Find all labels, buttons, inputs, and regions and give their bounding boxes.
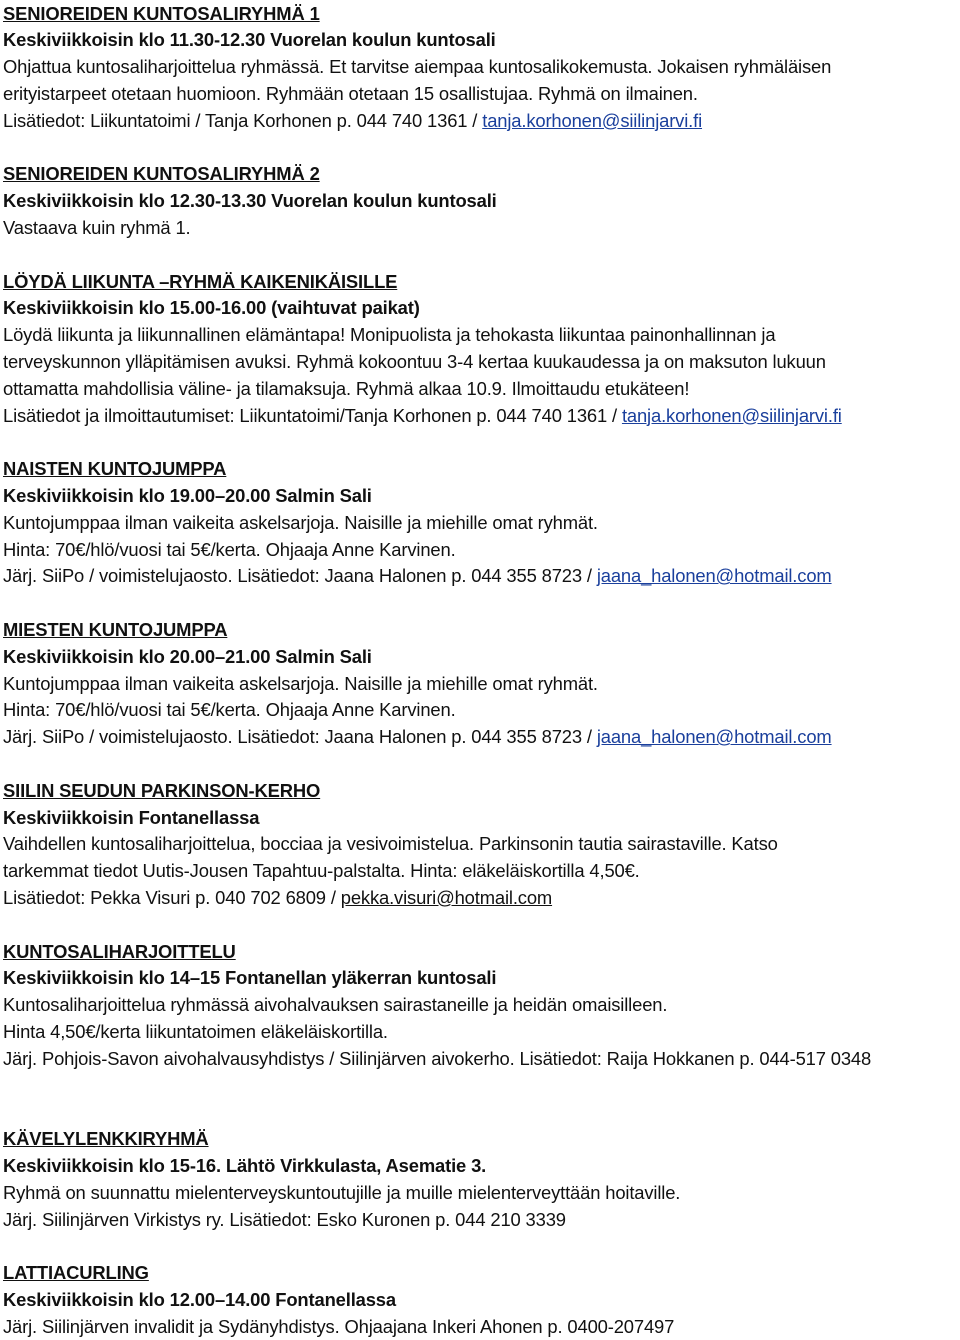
body-text-line-text: Järj. SiiPo / voimistelujaosto. Lisätiedot: Jaana Halonen p. 044 355 8723 /	[3, 565, 597, 587]
body-text-line	[3, 831, 778, 858]
body-text-line	[3, 992, 667, 1019]
section-schedule-text: Keskiviikkoisin Fontanellassa	[3, 806, 260, 828]
section-title	[3, 778, 320, 805]
body-text-line-text: Järj. SiiPo / voimistelujaosto. Lisätiedot: Jaana Halonen p. 044 355 8723 /	[3, 726, 597, 748]
section-title-text: SIILIN SEUDUN PARKINSON-KERHO	[3, 779, 321, 801]
section-schedule	[3, 805, 259, 832]
section-schedule	[3, 27, 496, 54]
body-text-line-text: Kuntojumppaa ilman vaikeita askelsarjoja. Naisille ja miehille omat ryhmät.	[3, 511, 598, 533]
body-text-line	[3, 1207, 566, 1234]
body-text-line	[3, 1046, 871, 1073]
section-title	[3, 1260, 149, 1287]
section-title	[3, 456, 226, 483]
section-title-text: LÖYDÄ LIIKUNTA –RYHMÄ KAIKENIKÄISILLE	[3, 270, 398, 292]
body-text-line-text: Ryhmä on suunnattu mielenterveyskuntoutujille ja muille mielenterveyttään hoitaville.	[3, 1181, 681, 1203]
body-text-line-text: Lisätiedot: Liikuntatoimi / Tanja Korhonen p. 044 740 1361 /	[3, 109, 483, 131]
body-text-line	[3, 563, 832, 590]
section-schedule	[3, 188, 497, 215]
section-title	[3, 1126, 209, 1153]
body-text-line	[3, 885, 552, 912]
body-text-line-text: Lisätiedot ja ilmoittautumiset: Liikuntatoimi/Tanja Korhonen p. 044 740 1361 /	[3, 404, 622, 426]
body-text-line	[3, 697, 456, 724]
body-text-line-text: Vastaava kuin ryhmä 1.	[3, 216, 191, 238]
body-text-line	[3, 81, 698, 108]
section-schedule	[3, 965, 496, 992]
body-text-line	[3, 1314, 674, 1340]
section-schedule-text: Keskiviikkoisin klo 19.00–20.00 Salmin Sali	[3, 484, 372, 506]
section-title	[3, 1, 320, 28]
section-title-text: NAISTEN KUNTOJUMPPA	[3, 458, 227, 480]
section-schedule-text: Keskiviikkoisin klo 15.00-16.00 (vaihtuvat paikat)	[3, 297, 420, 319]
body-text-line	[3, 215, 191, 242]
email-link[interactable]: jaana_halonen@hotmail.com	[596, 565, 832, 587]
section-title-text: SENIOREIDEN KUNTOSALIRYHMÄ 1	[3, 2, 320, 24]
body-text-line-text: Lisätiedot: Pekka Visuri p. 040 702 6809 /	[3, 886, 341, 908]
section-schedule-text: Keskiviikkoisin klo 14–15 Fontanellan yläkerran kuntosali	[3, 967, 497, 989]
section-schedule-text: Keskiviikkoisin klo 12.30-13.30 Vuorelan koulun kuntosali	[3, 190, 497, 212]
body-text-line-text: Järj. Siilinjärven invalidit ja Sydänyhdistys. Ohjaajana Inkeri Ahonen p. 0400-207497	[3, 1315, 675, 1337]
body-text-line-text: Hinta: 70€/hlö/vuosi tai 5€/kerta. Ohjaaja Anne Karvinen.	[3, 699, 456, 721]
body-text-line	[3, 54, 831, 81]
section-schedule-text: Keskiviikkoisin klo 15-16. Lähtö Virkkulasta, Asematie 3.	[3, 1154, 487, 1176]
section-title-text: KÄVELYLENKKIRYHMÄ	[3, 1128, 209, 1150]
body-text-line-text: ottamatta mahdollisia väline- ja tilamaksuja. Ryhmä alkaa 10.9. Ilmoittaudu etukäteen!	[3, 377, 690, 399]
body-text-line-text: Löydä liikunta ja liikunnallinen elämäntapa! Monipuolista ja tehokasta liikuntaa painonhallinnan ja	[3, 324, 776, 346]
email-link[interactable]: tanja.korhonen@siilinjarvi.fi	[482, 109, 703, 131]
body-text-line-text: Ohjattua kuntosaliharjoittelua ryhmässä. Et tarvitse aiempaa kuntosalikokemusta. Jokaisen ryhmäläisen	[3, 56, 832, 78]
section-schedule	[3, 483, 372, 510]
section-title-text: LATTIACURLING	[3, 1262, 149, 1284]
section-title	[3, 939, 236, 966]
body-text-line	[3, 1019, 388, 1046]
section-schedule	[3, 1153, 486, 1180]
body-text-line-text: Kuntojumppaa ilman vaikeita askelsarjoja. Naisille ja miehille omat ryhmät.	[3, 672, 598, 694]
body-text-line	[3, 403, 842, 430]
section-title-text: KUNTOSALIHARJOITTELU	[3, 940, 236, 962]
body-text-line-text: Vaihdellen kuntosaliharjoittelua, bocciaa ja vesivoimistelua. Parkinsonin tautia sairastaville. Katso	[3, 833, 778, 855]
body-text-line	[3, 108, 702, 135]
section-schedule-text: Keskiviikkoisin klo 11.30-12.30 Vuorelan koulun kuntosali	[3, 29, 496, 51]
section-title-text: SENIOREIDEN KUNTOSALIRYHMÄ 2	[3, 163, 320, 185]
section-schedule	[3, 1287, 396, 1314]
body-text-line	[3, 671, 598, 698]
section-title	[3, 161, 320, 188]
body-text-line	[3, 322, 775, 349]
email-link[interactable]: pekka.visuri@hotmail.com	[340, 886, 553, 908]
body-text-line-text: Järj. Pohjois-Savon aivohalvausyhdistys / Siilinjärven aivokerho. Lisätiedot: Raija Hokkanen p. 044-517 0348	[3, 1047, 872, 1069]
email-link[interactable]: jaana_halonen@hotmail.com	[596, 726, 832, 748]
section-schedule-text: Keskiviikkoisin klo 12.00–14.00 Fontanellassa	[3, 1288, 396, 1310]
email-link[interactable]: tanja.korhonen@siilinjarvi.fi	[621, 404, 842, 426]
body-text-line	[3, 858, 640, 885]
section-schedule-text: Keskiviikkoisin klo 20.00–21.00 Salmin Sali	[3, 645, 372, 667]
body-text-line-text: Hinta 4,50€/kerta liikuntatoimen eläkeläiskortilla.	[3, 1020, 388, 1042]
body-text-line-text: Järj. Siilinjärven Virkistys ry. Lisätiedot: Esko Kuronen p. 044 210 3339	[3, 1208, 566, 1230]
body-text-line	[3, 376, 689, 403]
body-text-line-text: terveyskunnon ylläpitämisen avuksi. Ryhmä kokoontuu 3-4 kertaa kuukaudessa ja on maksuton lukuun	[3, 350, 826, 372]
section-schedule	[3, 295, 420, 322]
body-text-line	[3, 1180, 680, 1207]
body-text-line	[3, 510, 598, 537]
body-text-line	[3, 349, 826, 376]
section-title-text: MIESTEN KUNTOJUMPPA	[3, 618, 228, 640]
body-text-line-text: erityistarpeet otetaan huomioon. Ryhmään otetaan 15 osallistujaa. Ryhmä on ilmainen.	[3, 82, 698, 104]
body-text-line	[3, 537, 456, 564]
body-text-line-text: Hinta: 70€/hlö/vuosi tai 5€/kerta. Ohjaaja Anne Karvinen.	[3, 538, 456, 560]
section-title	[3, 269, 397, 296]
section-schedule	[3, 644, 372, 671]
body-text-line	[3, 724, 832, 751]
section-title	[3, 617, 227, 644]
body-text-line-text: Kuntosaliharjoittelua ryhmässä aivohalvauksen sairastaneille ja heidän omaisilleen.	[3, 994, 668, 1016]
body-text-line-text: tarkemmat tiedot Uutis-Jousen Tapahtuu-palstalta. Hinta: eläkeläiskortilla 4,50€.	[3, 860, 640, 882]
